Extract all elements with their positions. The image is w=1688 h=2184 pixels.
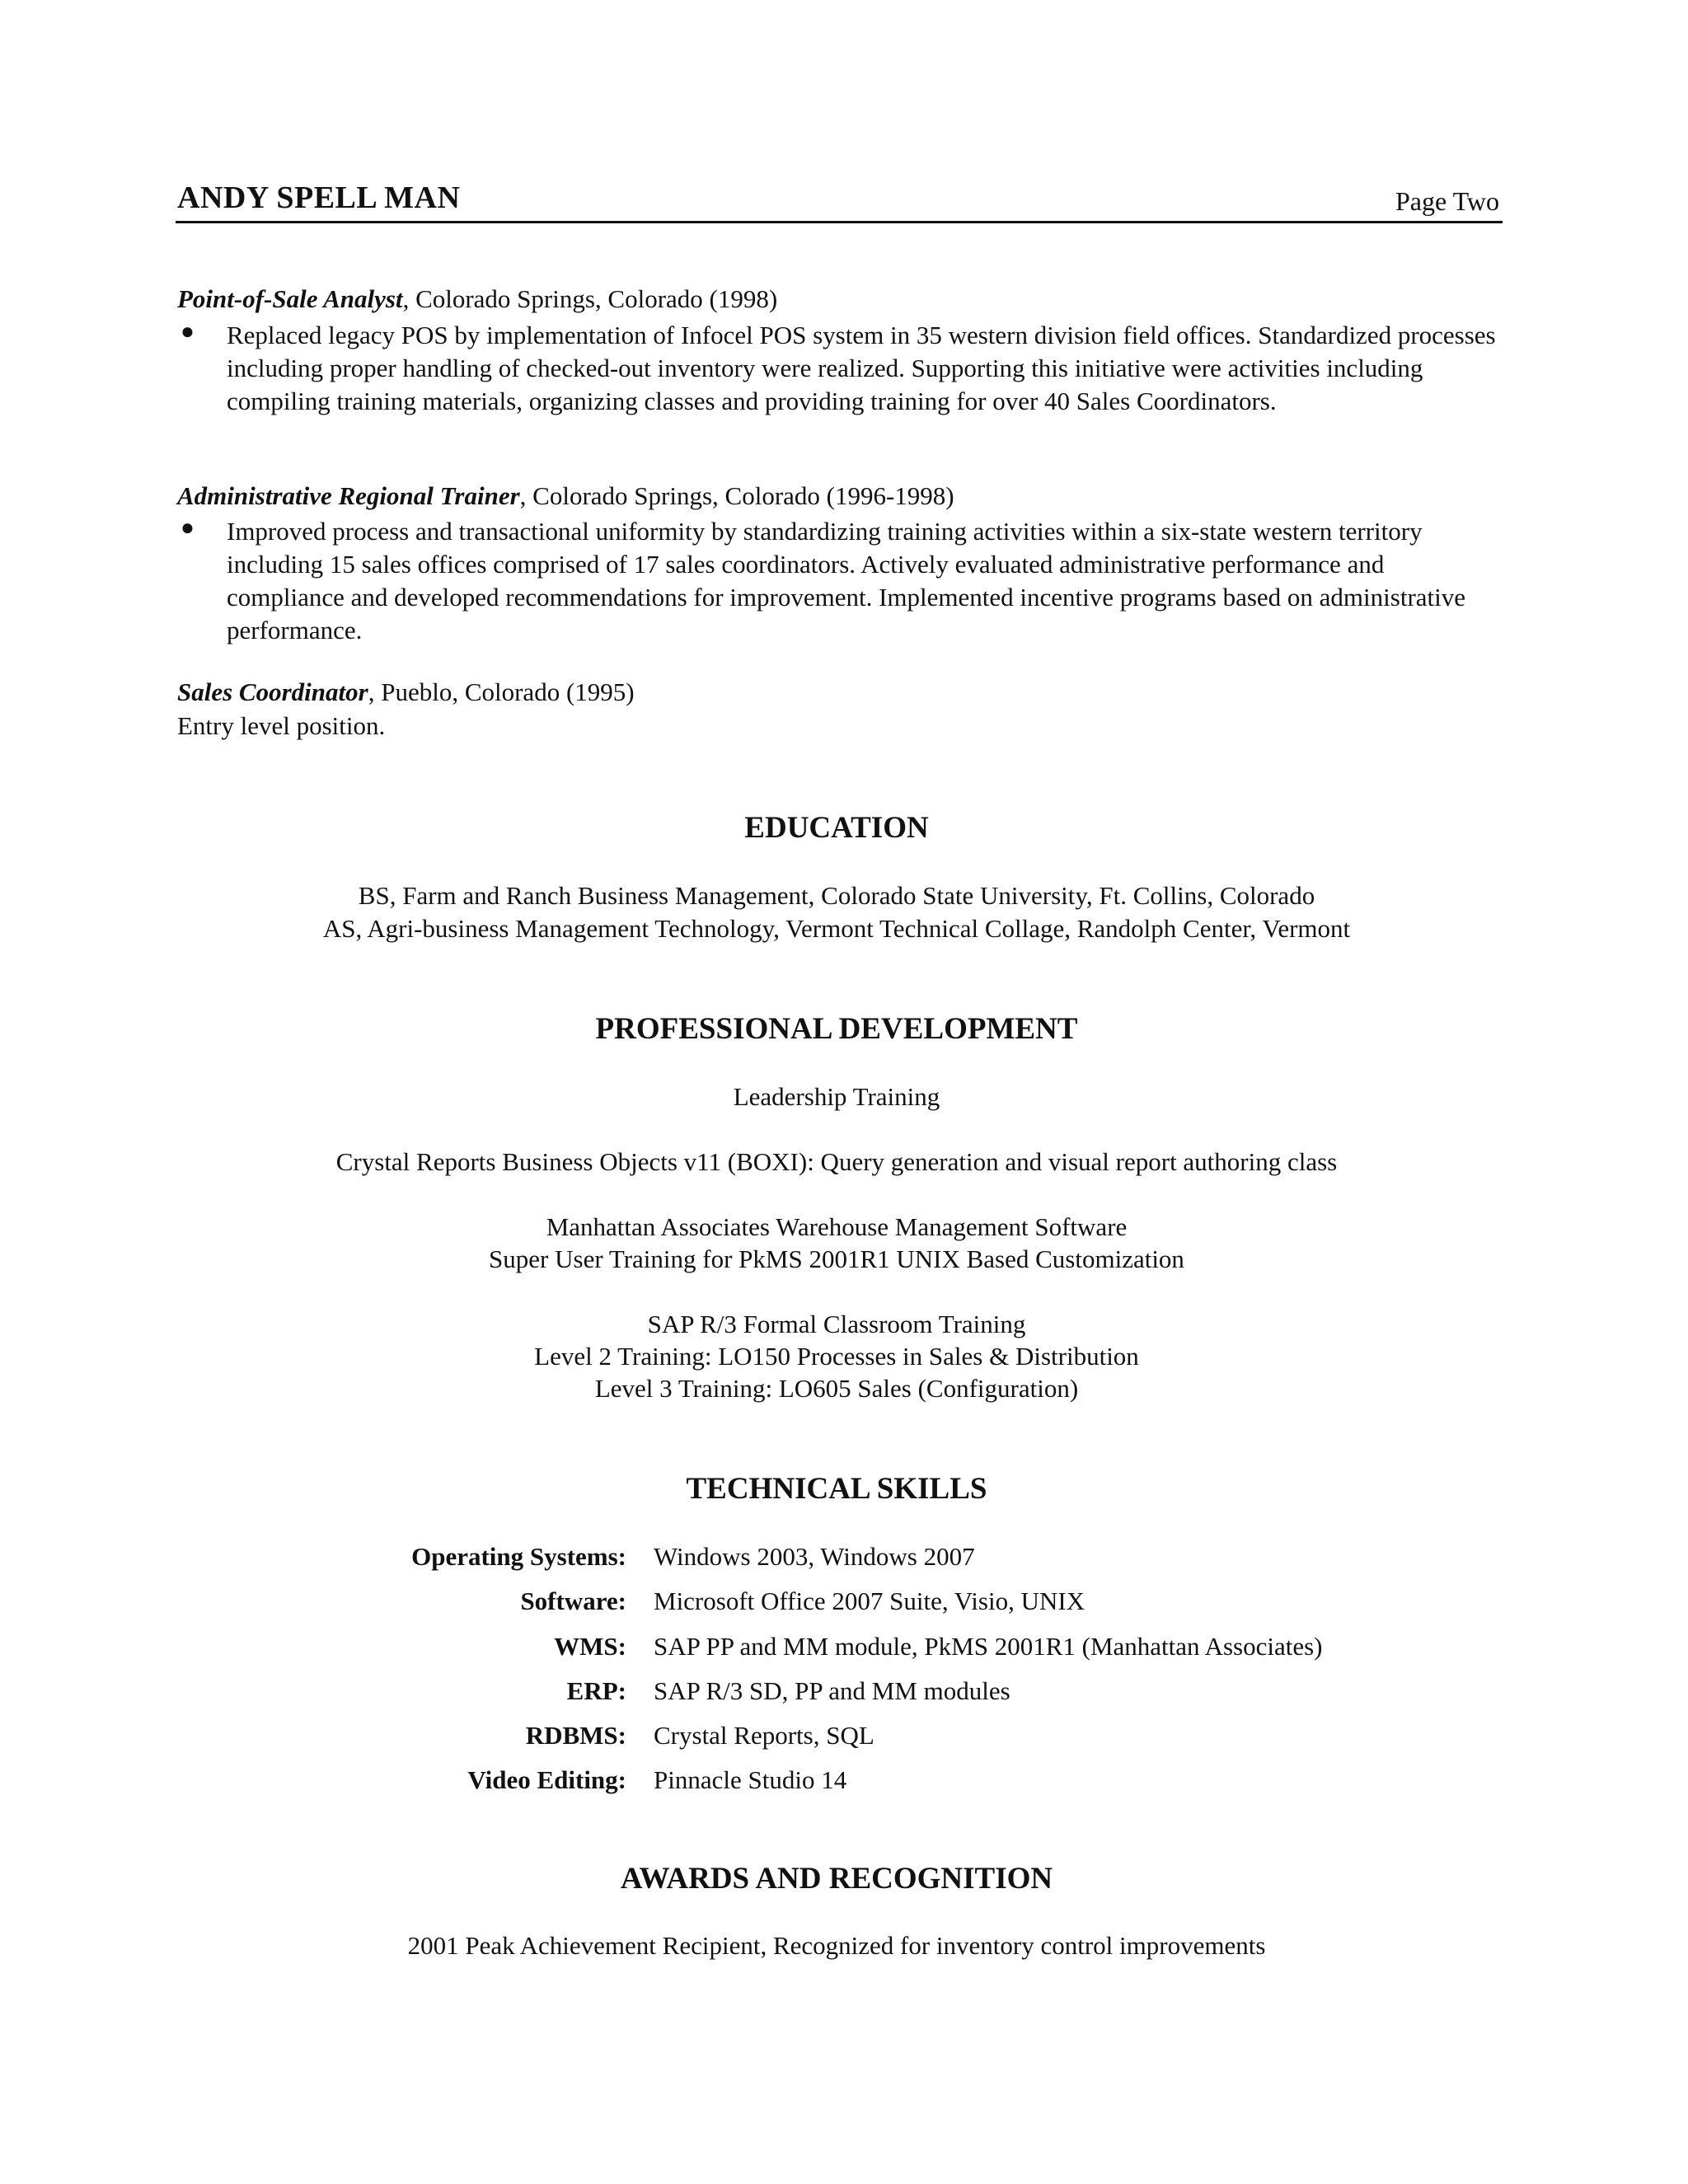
job-details: , Colorado Springs, Colorado (1996-1998) xyxy=(519,481,954,510)
skill-value: SAP PP and MM module, PkMS 2001R1 (Manhattan Associates) xyxy=(654,1632,1323,1661)
technical-skills-heading: TECHNICAL SKILLS xyxy=(686,1472,987,1506)
skill-value: Windows 2003, Windows 2007 xyxy=(654,1542,975,1571)
bullet-icon: ● xyxy=(181,319,195,344)
skill-label: ERP: xyxy=(566,1676,626,1705)
training-item: Leadership Training xyxy=(733,1082,940,1111)
training-item: Crystal Reports Business Objects v11 (BOXI): Query generation and visual report authoring class xyxy=(335,1147,1338,1176)
skill-label: Video Editing: xyxy=(467,1765,626,1794)
job-heading xyxy=(177,481,954,511)
job-details: , Pueblo, Colorado (1995) xyxy=(368,677,635,706)
job-title: Administrative Regional Trainer xyxy=(177,481,520,510)
skill-label: Software: xyxy=(520,1586,626,1615)
training-item: SAP R/3 Formal Classroom Training xyxy=(647,1310,1026,1338)
award-item: 2001 Peak Achievement Recipient, Recognized for inventory control improvements xyxy=(407,1931,1266,1960)
professional-development-heading: PROFESSIONAL DEVELOPMENT xyxy=(595,1012,1078,1046)
education-heading: EDUCATION xyxy=(744,811,929,845)
job-heading xyxy=(177,677,635,707)
candidate-name: ANDY SPELL MAN xyxy=(177,180,461,215)
skill-value: Crystal Reports, SQL xyxy=(654,1721,874,1750)
job-bullet-text: Replaced legacy POS by implementation of Infocel POS system in 35 western division field offices. Standardized processes including proper handling of checked-out inventory were realized. Supporting this initiative were activities including compiling training materials, organizing classes and providing training for over 40 Sales Coordinators. xyxy=(227,321,1496,415)
page-number-label: Page Two xyxy=(1395,186,1499,216)
bullet-icon: ● xyxy=(181,515,195,541)
skill-label: RDBMS: xyxy=(525,1721,626,1750)
job-title: Sales Coordinator xyxy=(177,677,368,706)
skill-value: Microsoft Office 2007 Suite, Visio, UNIX xyxy=(654,1586,1085,1615)
skill-label: Operating Systems: xyxy=(411,1542,626,1571)
skill-value: SAP R/3 SD, PP and MM modules xyxy=(654,1676,1010,1705)
training-item: Level 3 Training: LO605 Sales (Configuration) xyxy=(594,1374,1079,1403)
job-details: , Colorado Springs, Colorado (1998) xyxy=(402,284,778,313)
job-heading xyxy=(177,284,777,314)
training-item: Level 2 Training: LO150 Processes in Sales & Distribution xyxy=(534,1342,1139,1371)
education-item: BS, Farm and Ranch Business Management, Colorado State University, Ft. Collins, Colorado xyxy=(358,881,1315,910)
page-header xyxy=(176,180,1503,223)
training-item: Super User Training for PkMS 2001R1 UNIX Based Customization xyxy=(489,1244,1184,1273)
skill-value: Pinnacle Studio 14 xyxy=(654,1765,847,1794)
education-item: AS, Agri-business Management Technology, Vermont Technical Collage, Randolph Center, Vermont xyxy=(322,914,1351,943)
job-bullet-text: Improved process and transactional uniformity by standardizing training activities within a six-state western territory including 15 sales offices comprised of 17 sales coordinators. Actively evaluated administrative performance and compliance and developed recommendations for improvement. Implemented incentive programs based on administrative performance. xyxy=(227,517,1466,644)
job-note: Entry level position. xyxy=(177,711,386,740)
training-item: Manhattan Associates Warehouse Management Software xyxy=(546,1212,1128,1241)
job-title: Point-of-Sale Analyst xyxy=(177,284,403,313)
skill-label: WMS: xyxy=(554,1632,626,1661)
awards-heading: AWARDS AND RECOGNITION xyxy=(620,1862,1053,1896)
